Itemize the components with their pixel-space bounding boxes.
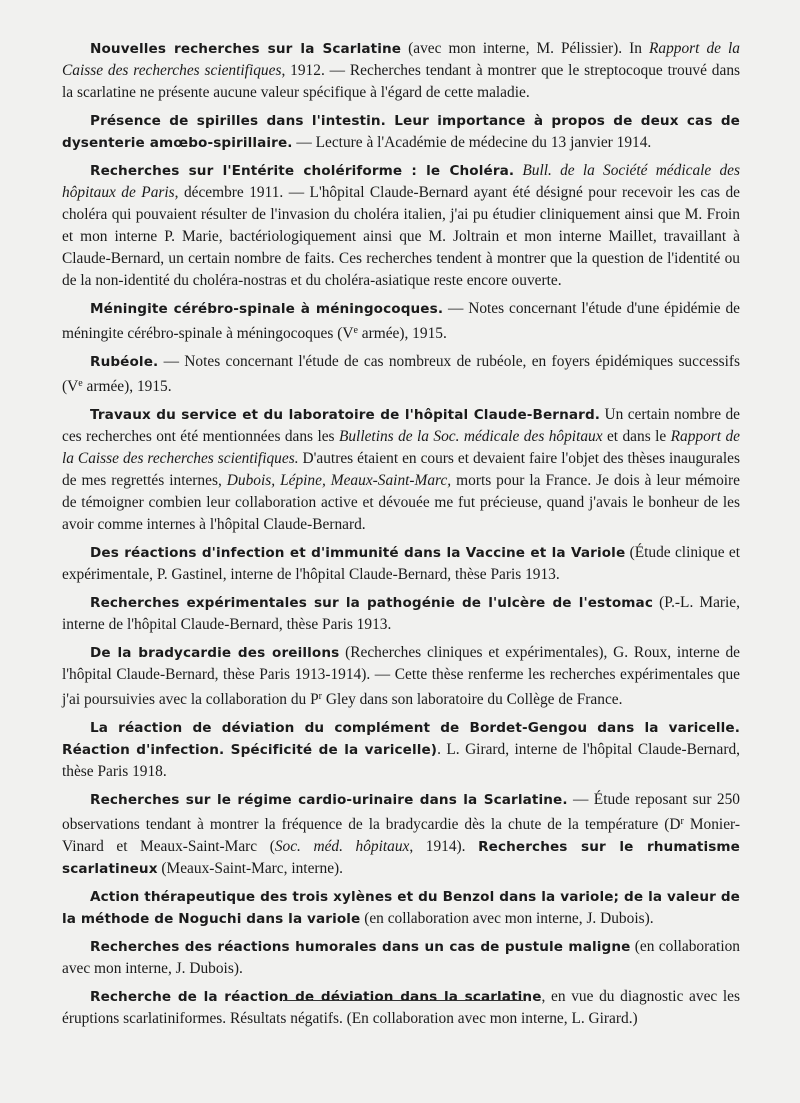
- entry-text: (Étude clinique et expérimentale, P. Gastinel, interne de l'hôpital Claude-Bernard, thèse Paris 1913.: [62, 544, 740, 583]
- entry-text: D'autres étaient en cours et devaient faire l'objet des thèses inaugurales de mes regrettés internes,: [62, 450, 740, 489]
- entry-text: — Notes concernant l'étude d'une épidémie de méningite cérébro-spinale à méningocoques (V: [62, 300, 740, 342]
- bibliography-entry: [62, 936, 740, 980]
- entry-text: — Lecture à l'Académie de médecine du 13 janvier 1914.: [292, 134, 652, 151]
- entry-title: De la bradycardie des oreillons: [90, 645, 340, 661]
- bibliography-entry: [62, 110, 740, 154]
- entry-text: — Notes concernant l'étude de cas nombreux de rubéole, en foyers épidémiques successifs (V: [62, 353, 740, 395]
- superscript: e: [78, 378, 83, 389]
- bibliography-entry: [62, 592, 740, 636]
- entry-title: La réaction de déviation du complément de Bordet-Gengou dans la varicelle. Réaction d'infection. Spécificité de la varicelle): [62, 720, 740, 758]
- entry-title: Présence de spirilles dans l'intestin. Leur importance à propos de deux cas de dysenterie amœbo-spirillaire.: [62, 113, 740, 151]
- entry-citation: Rapport de la Caisse des recherches scientifiques: [62, 40, 740, 79]
- bibliography-entry: [62, 542, 740, 586]
- superscript: e: [353, 325, 358, 336]
- entry-text: armée), 1915.: [82, 378, 172, 395]
- bibliography-entry: [62, 38, 740, 104]
- entry-citation: Bull. de la Société médicale des hôpitaux de Paris: [62, 162, 740, 201]
- entry-title: Recherches sur le régime cardio-urinaire dans la Scarlatine.: [90, 792, 568, 808]
- entry-title: Recherches sur le rhumatisme scarlatineux: [62, 839, 740, 877]
- entry-text: armée), 1915.: [357, 325, 447, 342]
- entry-text: (P.-L. Marie, interne de l'hôpital Claude-Bernard, thèse Paris 1913.: [62, 594, 740, 633]
- bibliography-list: [62, 38, 740, 1036]
- bibliography-entry: [62, 642, 740, 711]
- entry-text: (en collaboration avec mon interne, J. Dubois).: [360, 910, 654, 927]
- entry-title: Recherche de la réaction de déviation dans la scarlatine: [90, 989, 542, 1005]
- entry-text: (Recherches cliniques et expérimentales), G. Roux, interne de l'hôpital Claude-Bernard, thèse Paris 1913-1914). — Cette thèse renferme les recherches expérimentales que j'ai poursuivies avec la collaboration du P: [62, 644, 740, 708]
- entry-title: Rubéole.: [90, 354, 159, 370]
- entry-title: Recherches sur l'Entérite cholériforme : le Choléra.: [90, 163, 515, 179]
- entry-text: (en collaboration avec mon interne, J. Dubois).: [62, 938, 740, 977]
- entry-title: Méningite cérébro-spinale à méningocoques.: [90, 301, 444, 317]
- entry-title: Travaux du service et du laboratoire de l'hôpital Claude-Bernard.: [90, 407, 601, 423]
- bibliography-entry: [62, 404, 740, 536]
- entry-text: , 1914).: [409, 838, 479, 855]
- entry-title: Recherches des réactions humorales dans un cas de pustule maligne: [90, 939, 631, 955]
- entry-text: , 1912. — Recherches tendant à montrer que le streptocoque trouvé dans la scarlatine ne présente aucune valeur spécifique à l'égard de cette maladie.: [62, 62, 741, 101]
- bibliography-entry: [62, 160, 740, 292]
- entry-text: Un certain nombre de ces recherches ont été mentionnées dans les: [62, 406, 740, 445]
- entry-text: Gley dans son laboratoire du Collège de France.: [322, 691, 623, 708]
- entry-text: — Étude reposant sur 250 observations tendant à montrer la fréquence de la bradycardie dès la chute de la température (D: [62, 791, 740, 833]
- entry-citation: Soc. méd. hôpitaux: [274, 838, 410, 855]
- entry-title: Recherches expérimentales sur la pathogénie de l'ulcère de l'estomac: [90, 595, 653, 611]
- entry-citation: Rapport de la Caisse des recherches scientifiques.: [62, 428, 741, 467]
- entry-citation: Bulletins de la Soc. médicale des hôpitaux: [338, 428, 603, 445]
- entry-title: Des réactions d'infection et d'immunité dans la Vaccine et la Variole: [90, 545, 626, 561]
- bibliography-entry: [62, 717, 740, 783]
- closing-rule: [283, 1000, 523, 1001]
- entry-text: , en vue du diagnostic avec les éruptions scarlatiniformes. Résultats négatifs. (En collaboration avec mon interne, L. Girard.): [62, 988, 740, 1027]
- bibliography-entry: [62, 298, 740, 345]
- bibliography-entry: [62, 351, 740, 398]
- bibliography-entry: [62, 986, 740, 1030]
- entry-text: . L. Girard, interne de l'hôpital Claude-Bernard, thèse Paris 1918.: [62, 741, 740, 780]
- bibliography-entry: [62, 886, 740, 930]
- superscript: r: [680, 816, 684, 827]
- entry-text: Monier-Vinard et Meaux-Saint-Marc (: [62, 816, 740, 855]
- entry-text: (avec mon interne, M. Pélissier). In: [401, 40, 649, 57]
- superscript: r: [318, 691, 322, 702]
- entry-text: et dans le: [602, 428, 671, 445]
- entry-citation: Dubois, Lépine, Meaux-Saint-Marc,: [226, 472, 452, 489]
- entry-text: morts pour la France. Je dois à leur mémoire de témoigner combien leur collaboration active et dévouée me fut précieuse, quand j'avais le bonheur de les avoir comme internes à l'hôpital Claude-Bernard.: [62, 472, 740, 533]
- entry-text: (Meaux-Saint-Marc, interne).: [157, 860, 344, 877]
- bibliography-entry: [62, 789, 740, 880]
- entry-text: , décembre 1911. — L'hôpital Claude-Bernard ayant été désigné pour recevoir les cas de choléra qui pouvaient résulter de l'invasion du choléra italien, j'ai pu étudier cliniquement ainsi que M. Froin et mon interne P. Marie, bactériologiquement ainsi que M. Joltrain et mon interne Maillet, travaillant à Claude-Bernard, un certain nombre de faits. Ces recherches tendent à montrer que la question de l'identité ou de la non-identité du choléra-nostras et du choléra-asiatique reste encore ouverte.: [62, 184, 740, 289]
- entry-title: Action thérapeutique des trois xylènes et du Benzol dans la variole; de la valeur de la méthode de Noguchi dans la variole: [62, 889, 740, 927]
- entry-title: Nouvelles recherches sur la Scarlatine: [90, 41, 402, 57]
